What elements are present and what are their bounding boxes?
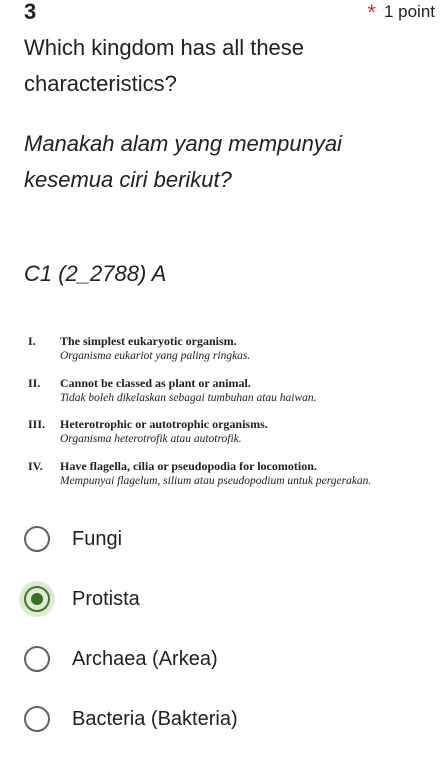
question-title-en: Which kingdom has all these characteristics? <box>24 35 305 96</box>
option-label: Archaea (Arkea) <box>72 648 218 670</box>
characteristics-list <box>26 331 441 497</box>
characteristic-numeral: II. <box>28 375 41 390</box>
characteristic-en: The simplest eukaryotic organism. <box>60 334 237 348</box>
radio-button-selected[interactable] <box>24 586 50 612</box>
option-fungi[interactable] <box>24 509 424 569</box>
characteristic-item <box>26 456 441 498</box>
question-code: C1 (2_2788) A <box>24 261 167 286</box>
characteristic-numeral: IV. <box>28 458 43 473</box>
characteristic-item <box>26 331 441 373</box>
option-protista[interactable] <box>24 569 424 629</box>
points-value: 1 point <box>383 2 435 21</box>
question-title-ms: Manakah alam yang mempunyai kesemua ciri berikut? <box>24 131 342 192</box>
characteristic-en: Cannot be classed as plant or animal. <box>60 375 251 390</box>
radio-button[interactable] <box>24 526 50 552</box>
radio-button[interactable] <box>24 646 50 672</box>
characteristic-numeral: I. <box>28 334 36 348</box>
points-label <box>367 1 435 24</box>
required-mark: * <box>367 0 376 25</box>
option-bacteria[interactable] <box>24 689 424 749</box>
option-label: Protista <box>72 588 140 610</box>
characteristic-en: Have flagella, cilia or pseudopodia for locomotion. <box>60 458 317 473</box>
answer-options <box>24 509 424 749</box>
characteristic-numeral: III. <box>28 417 46 431</box>
option-label: Bacteria (Bakteria) <box>72 708 238 730</box>
question-number: 3 <box>24 0 37 24</box>
characteristic-ms: Organisma eukariot yang paling ringkas. <box>60 350 251 362</box>
option-label: Fungi <box>72 528 123 550</box>
option-archaea[interactable] <box>24 629 424 689</box>
characteristic-ms: Organisma heterotrofik atau autotrofik. <box>60 433 242 445</box>
characteristic-item <box>26 373 441 415</box>
radio-button[interactable] <box>24 706 50 732</box>
characteristic-en: Heterotrophic or autotrophic organisms. <box>60 417 268 431</box>
characteristic-item <box>26 414 441 456</box>
characteristic-ms: Tidak boleh dikelaskan sebagai tumbuhan atau haiwan. <box>60 391 317 404</box>
characteristic-ms: Mempunyai flagelum, silium atau pseudopodium untuk pergerakan. <box>60 474 372 487</box>
selection-ring <box>19 581 55 617</box>
